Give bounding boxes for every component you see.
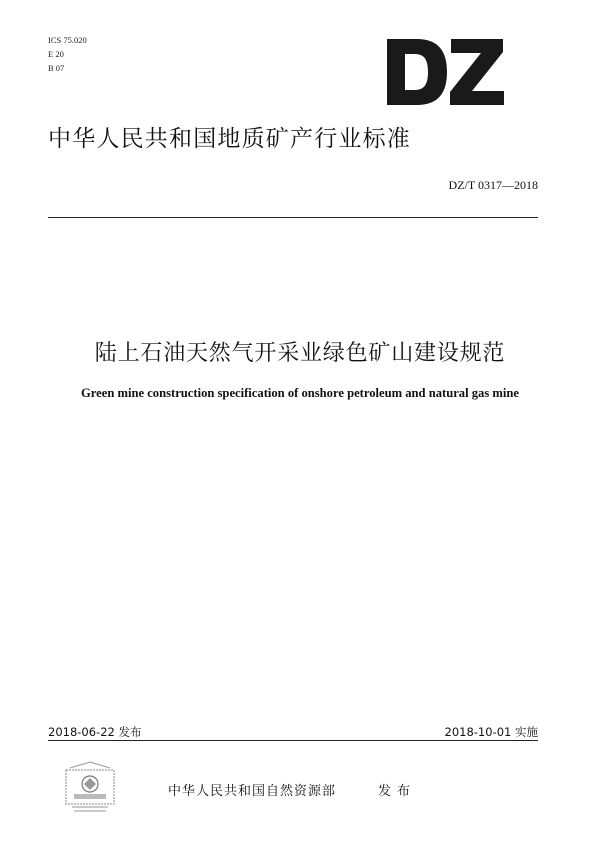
standard-number: DZ/T 0317—2018 (448, 178, 538, 192)
ccs-code: E 20 (48, 49, 64, 59)
effective-date: 2018-10-01 实施 (444, 725, 538, 739)
footer-divider (48, 740, 538, 741)
title-chinese: 陆上石油天然气开采业绿色矿山建设规范 (94, 341, 506, 366)
title-english: Green mine construction specification of onshore petroleum and natural gas mine (81, 386, 519, 400)
publisher-stamp (60, 760, 120, 816)
publisher-name: 中华人民共和国自然资源部 (168, 784, 337, 799)
publisher-action: 发布 (378, 784, 417, 799)
header-divider (48, 217, 538, 218)
ics-code: ICS 75.020 (48, 35, 87, 45)
dz-logo (383, 36, 507, 108)
standard-category: 中华人民共和国地质矿产行业标准 (48, 126, 411, 152)
classification-codes (48, 33, 87, 75)
record-code: B 07 (48, 63, 65, 73)
issue-date: 2018-06-22 发布 (48, 725, 142, 739)
